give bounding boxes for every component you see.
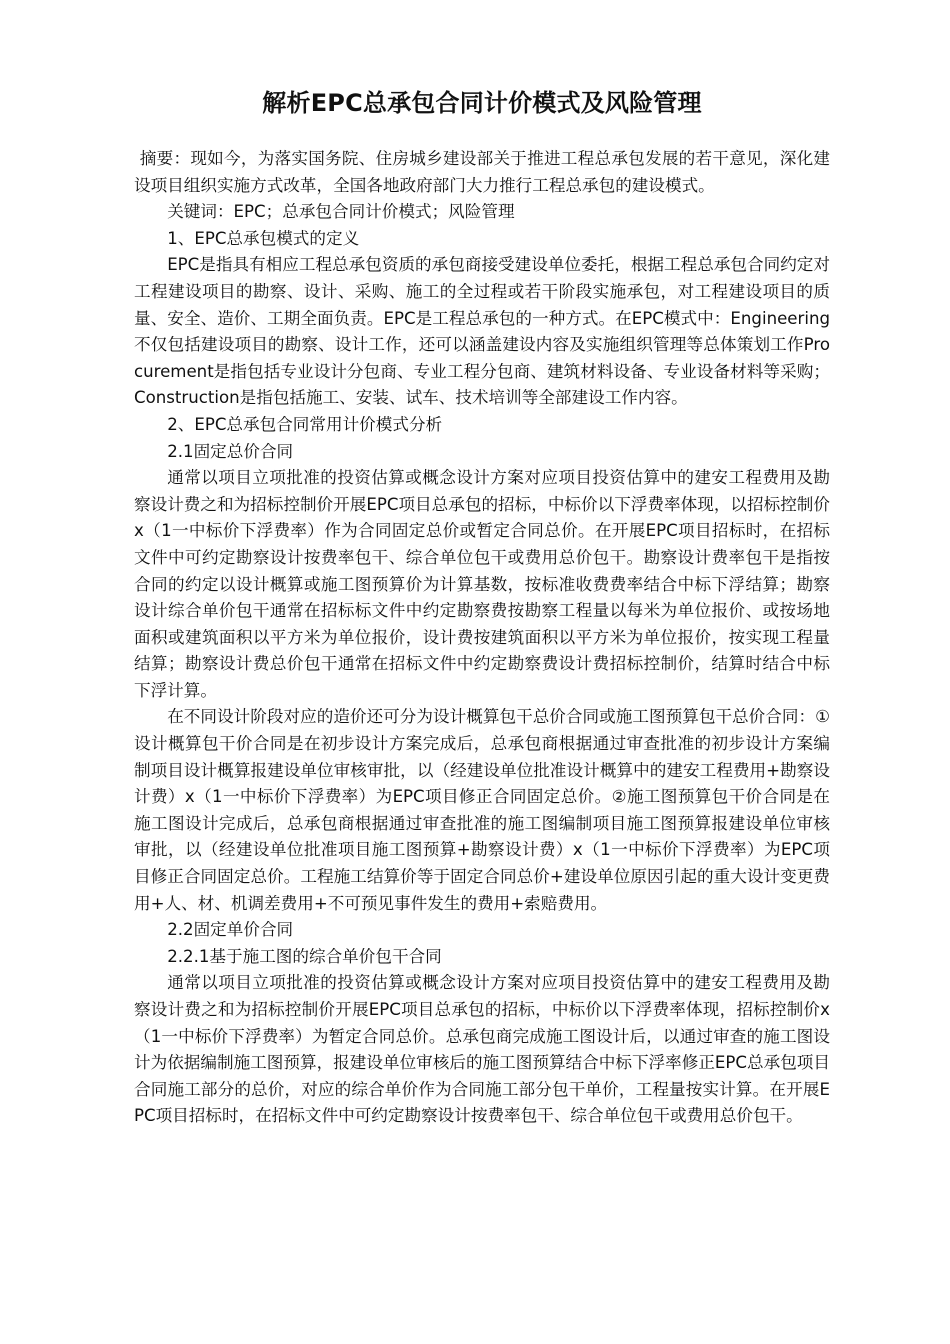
section-2-1-paragraph-1: 通常以项目立项批准的投资估算或概念设计方案对应项目投资估算中的建安工程费用及勘察设计费之和为招标控制价开展EPC项目总承包的招标，中标价以下浮费率体现，以招标控制价x（1一中标价下浮费率）作为合同固定总价或暂定合同总价。在开展EPC项目招标时，在招标文件中可约定勘察设计按费率包干、综合单位包干或费用总价包干。勘察设计费率包干是指按合同的约定以设计概算或施工图预算价为计算基数，按标准收费费率结合中标下浮结算；勘察设计综合单价包干通常在招标标文件中约定勘察费按勘察工程量以每米为单位报价、或按场地面积或建筑面积以平方米为单位报价，设计费按建筑面积以平方米为单位报价，按实现工程量结算；勘察设计费总价包干通常在招标文件中约定勘察费设计费招标控制价，结算时结合中标下浮计算。 bbox=[134, 468, 830, 700]
abstract-paragraph: 摘要：现如今，为落实国务院、住房城乡建设部关于推进工程总承包发展的若干意见，深化建设项目组织实施方式改革，全国各地政府部门大力推行工程总承包的建设模式。 bbox=[134, 149, 830, 195]
section-2-1-paragraph-2: 在不同设计阶段对应的造价还可分为设计概算包干总价合同或施工图预算包干总价合同：①设计概算包干价合同是在初步设计方案完成后，总承包商根据通过审查批准的初步设计方案编制项目设计概算报建设单位审核审批，以（经建设单位批准设计概算中的建安工程费用+勘察设计费）x（1一中标价下浮费率）为EPC项目修正合同固定总价。②施工图预算包干价合同是在施工图设计完成后，总承包商根据通过审查批准的施工图编制项目施工图预算报建设单位审核审批，以（经建设单位批准项目施工图预算+勘察设计费）x（1一中标价下浮费率）为EPC项目修正合同固定总价。工程施工结算价等于固定合同总价+建设单位原因引起的重大设计变更费用+人、材、机调差费用+不可预见事件发生的费用+索赔费用。 bbox=[134, 707, 830, 913]
section-2-heading: 2、EPC总承包合同常用计价模式分析 bbox=[167, 414, 443, 434]
section-1-paragraph: EPC是指具有相应工程总承包资质的承包商接受建设单位委托，根据工程总承包合同约定对工程建设项目的勘察、设计、采购、施工的全过程或若干阶段实施承包，对工程建设项目的质量、安全、造价、工期全面负责。EPC是工程总承包的一种方式。在EPC模式中：Engineering不仅包括建设项目的勘察、设计工作，还可以涵盖建设内容及实施组织管理等总体策划工作Procurement是指包括专业设计分包商、专业工程分包商、建筑材料设备、专业设备材料等采购；Construction是指包括施工、安装、试车、技术培训等全部建设工作内容。 bbox=[134, 255, 830, 408]
section-2-2-1-paragraph: 通常以项目立项批准的投资估算或概念设计方案对应项目投资估算中的建安工程费用及勘察设计费之和为招标控制价开展EPC项目总承包的招标，中标价以下浮费率体现，招标控制价x（1一中标价下浮费率）为暂定合同总价。总承包商完成施工图设计后，以通过审查的施工图设计为依据编制施工图预算，报建设单位审核后的施工图预算结合中标下浮率修正EPC总承包项目合同施工部分的总价，对应的综合单价作为合同施工部分包干单价，工程量按实计算。在开展EPC项目招标时，在招标文件中可约定勘察设计按费率包干、综合单位包干或费用总价包干。 bbox=[134, 973, 830, 1126]
document-page bbox=[134, 86, 830, 1130]
section-1-heading: 1、EPC总承包模式的定义 bbox=[167, 228, 360, 248]
section-2-2-heading: 2.2固定单价合同 bbox=[167, 920, 294, 940]
section-2-1-heading: 2.1固定总价合同 bbox=[167, 441, 294, 461]
document-title: 解析EPC总承包合同计价模式及风险管理 bbox=[262, 89, 702, 117]
keywords-line: 关键词：EPC；总承包合同计价模式；风险管理 bbox=[167, 202, 515, 222]
section-2-2-1-heading: 2.2.1基于施工图的综合单价包干合同 bbox=[167, 946, 442, 966]
